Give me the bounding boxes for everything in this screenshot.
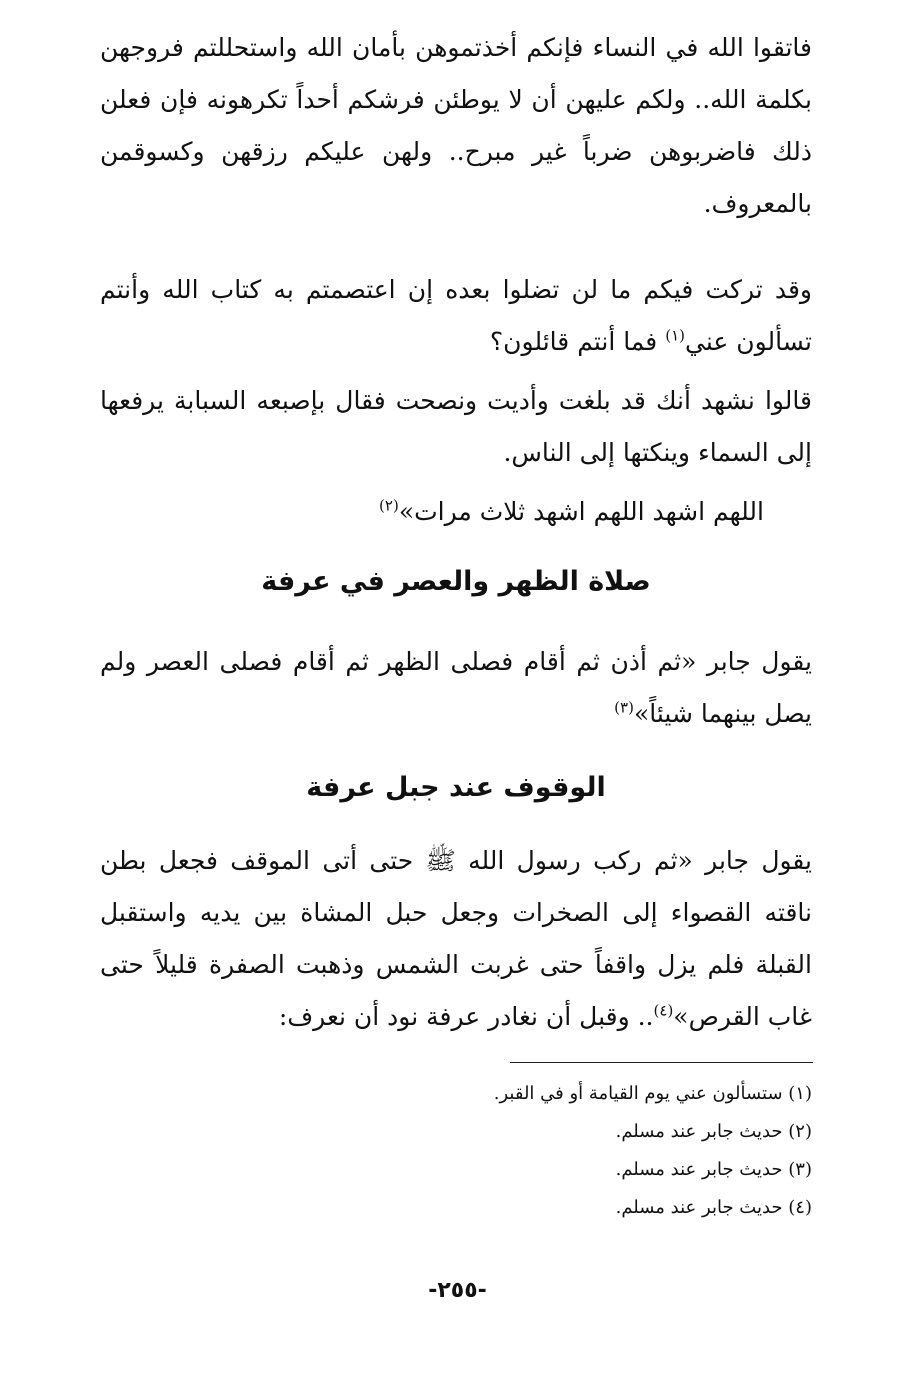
footnote-ref-1: (١): [665, 326, 685, 345]
footnote-2: (٢) حديث جابر عند مسلم.: [615, 1121, 812, 1142]
footnote-1: (١) ستسألون عني يوم القيامة أو في القبر.: [493, 1083, 812, 1104]
footnote-ref-3: (٣): [614, 698, 634, 717]
paragraph-6-tail: .. وقبل أن نغادر عرفة نود أن نعرف:: [278, 1002, 654, 1031]
paragraph-4: [100, 486, 812, 538]
footnote-ref-2: (٢): [379, 496, 399, 515]
paragraph-1: [100, 22, 812, 230]
section-heading-dhuhr-asr: صلاة الظهر والعصر في عرفة: [261, 566, 651, 597]
paragraph-3-text: قالوا نشهد أنك قد بلغت وأديت ونصحت فقال بإصبعه السبابة يرفعها إلى السماء وينكتها إلى الناس.: [100, 386, 812, 467]
paragraph-2-text: وقد تركت فيكم ما لن تضلوا بعده إن اعتصمتم به كتاب الله وأنتم تسألون عني: [100, 275, 812, 356]
footnotes: [300, 1075, 812, 1227]
footnote-ref-4: (٤): [653, 1001, 674, 1020]
footnote-divider: [510, 1062, 813, 1063]
paragraph-6-text: يقول جابر «ثم ركب رسول الله ﷺ حتى أتى الموقف فجعل بطن ناقته القصواء إلى الصخرات وجعل حبل المشاة بين يديه واستقبل القبلة فلم يزل واقفاً حتى غربت الشمس وذهبت الصفرة قليلاً حتى غاب القرص»: [100, 846, 812, 1031]
paragraph-6: [100, 835, 812, 1043]
page-number: -٢٥٥-: [428, 1278, 487, 1303]
paragraph-5-text: يقول جابر «ثم أذن ثم أقام فصلى الظهر ثم أقام فصلى العصر ولم يصل بينهما شيئاً»: [100, 647, 812, 728]
footnote-3: (٣) حديث جابر عند مسلم.: [615, 1159, 812, 1180]
footnote-4: (٤) حديث جابر عند مسلم.: [615, 1197, 812, 1218]
section-heading-wuquf: الوقوف عند جبل عرفة: [306, 772, 606, 803]
paragraph-3: [100, 375, 812, 479]
paragraph-5: [100, 636, 812, 740]
paragraph-1-text: فاتقوا الله في النساء فإنكم أخذتموهن بأمان الله واستحللتم فروجهن بكلمة الله.. ولكم عليهن أن لا يوطئن فرشكم أحداً تكرهونه فإن فعلن ذلك فاضربوهن ضرباً غير مبرح.. ولهن عليكم رزقهن وكسوقمن بالمعروف.: [100, 33, 812, 218]
paragraph-2: [100, 264, 812, 368]
paragraph-2-tail: فما أنتم قائلون؟: [489, 327, 666, 356]
paragraph-4-text: اللهم اشهد اللهم اشهد ثلاث مرات»: [398, 497, 764, 526]
